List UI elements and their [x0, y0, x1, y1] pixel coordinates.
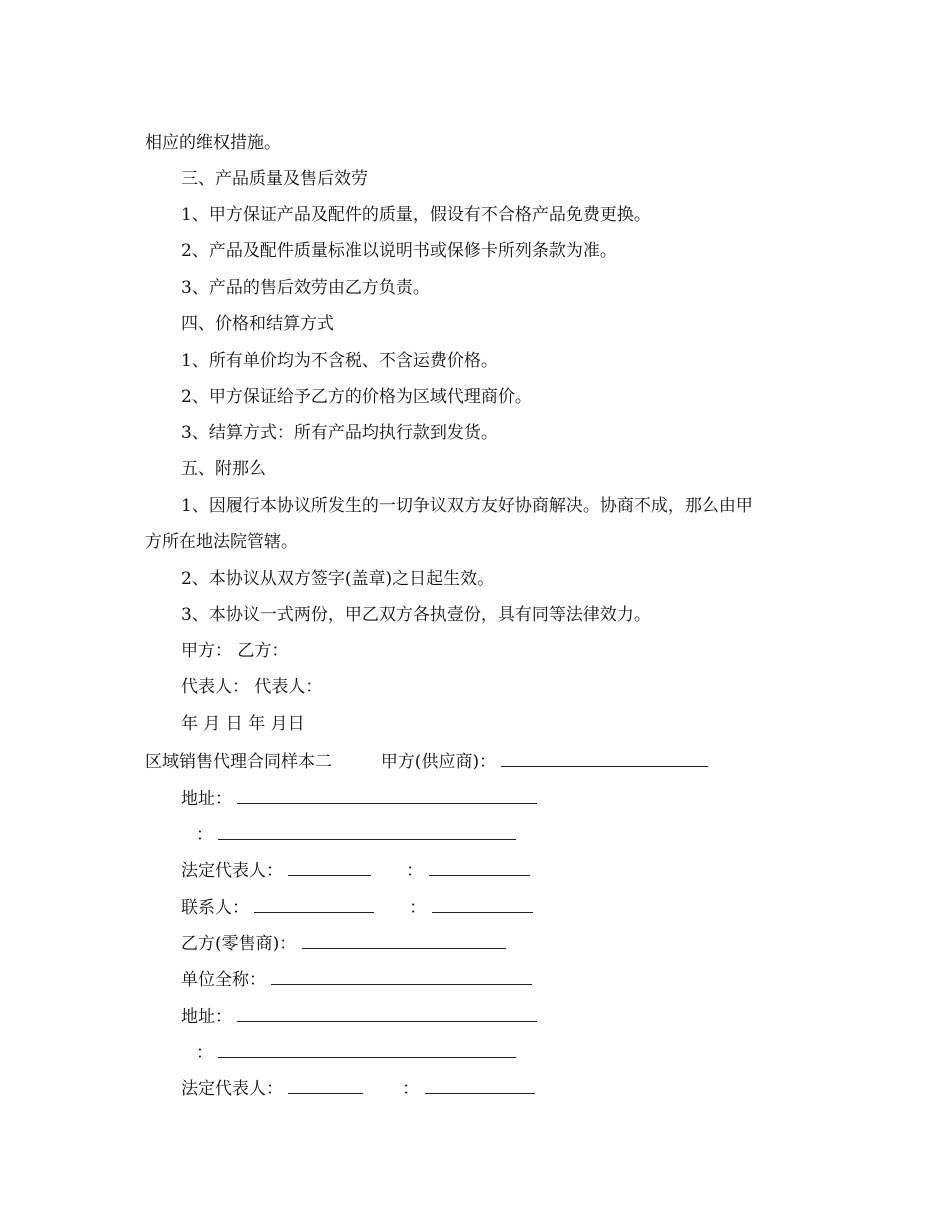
address-label: 地址：: [181, 789, 232, 809]
text-line: 2、产品及配件质量标准以说明书或保修卡所列条款为准。: [181, 241, 617, 261]
party-b-label: 乙方(零售商)：: [181, 934, 297, 954]
company-name-field[interactable]: [271, 968, 532, 985]
legal-rep-row-2: [181, 1077, 535, 1100]
legal-rep-field-2[interactable]: [288, 1077, 363, 1094]
text-line: 1、因履行本协议所发生的一切争议双方友好协商解决。协商不成，那么由甲: [181, 496, 753, 516]
text-line: 2、本协议从双方签字(盖章)之日起生效。: [181, 569, 495, 589]
unlabeled-row-2: [196, 1041, 516, 1064]
signature-representatives: 代表人： 代表人：: [181, 677, 323, 697]
text-line: 3、产品的售后效劳由乙方负责。: [181, 278, 430, 298]
unlabeled-field-2[interactable]: [218, 1041, 516, 1058]
text-line: 相应的维权措施。: [145, 133, 281, 153]
party-a-label: 甲方(供应商)：: [380, 752, 497, 772]
legal-rep-extra-field-2[interactable]: [425, 1077, 535, 1094]
colon-label: ：: [196, 825, 213, 845]
text-line: 2、甲方保证给予乙方的价格为区域代理商价。: [181, 387, 532, 407]
address-label-2: 地址：: [181, 1007, 232, 1027]
address-row: [181, 787, 537, 810]
text-line: 3、结算方式：所有产品均执行款到发货。: [181, 423, 498, 443]
form-title-row: [145, 750, 708, 773]
section-heading: 五、附那么: [181, 459, 266, 479]
company-name-label: 单位全称：: [181, 970, 266, 990]
text-line: 1、所有单价均为不含税、不含运费价格。: [181, 351, 498, 371]
company-name-row: [181, 968, 532, 991]
section-heading: 四、价格和结算方式: [181, 314, 334, 334]
colon-label: ：: [406, 861, 424, 881]
legal-rep-label-2: 法定代表人：: [181, 1079, 283, 1099]
party-b-row: [181, 932, 506, 955]
colon-label: ：: [409, 898, 427, 918]
unlabeled-field[interactable]: [218, 823, 516, 840]
text-line: 3、本协议一式两份，甲乙双方各执壹份，具有同等法律效力。: [181, 605, 651, 625]
address-field[interactable]: [237, 787, 537, 804]
colon-label-2: ：: [402, 1079, 420, 1099]
legal-rep-extra-field[interactable]: [429, 859, 530, 876]
colon-label-2: ：: [196, 1043, 213, 1063]
contact-field[interactable]: [254, 896, 374, 913]
text-line: 1、甲方保证产品及配件的质量，假设有不合格产品免费更换。: [181, 205, 651, 225]
legal-rep-field[interactable]: [288, 859, 371, 876]
section-heading: 三、产品质量及售后效劳: [181, 169, 368, 189]
unlabeled-row: [196, 823, 516, 846]
contact-row: [181, 896, 533, 919]
signature-parties: 甲方： 乙方：: [181, 641, 289, 661]
form-title: 区域销售代理合同样本二: [145, 752, 332, 772]
address-field-2[interactable]: [237, 1005, 537, 1022]
legal-rep-row: [181, 859, 530, 882]
legal-rep-label: 法定代表人：: [181, 861, 283, 881]
text-line: 方所在地法院管辖。: [145, 532, 298, 552]
party-b-field[interactable]: [302, 932, 506, 949]
contact-label: 联系人：: [181, 898, 249, 918]
party-a-field[interactable]: [501, 750, 708, 767]
signature-dates: 年 月 日 年 月日: [181, 714, 305, 734]
contact-extra-field[interactable]: [432, 896, 533, 913]
address-row-2: [181, 1005, 537, 1028]
